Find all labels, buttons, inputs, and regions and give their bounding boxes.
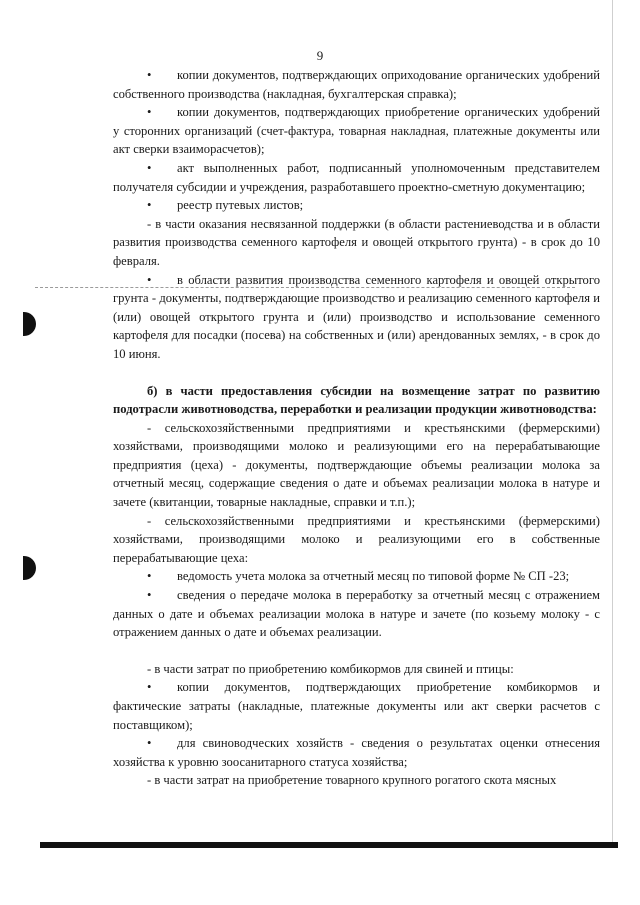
page-number: 9 bbox=[316, 48, 324, 63]
section-heading: б) в части предоставления субсидии на возмещение затрат по развитию подотрасли животноводства, переработки и реализации продукции животноводства: bbox=[113, 383, 600, 417]
bullet-icon: • bbox=[147, 736, 152, 751]
dash-paragraph: - сельскохозяйственными предприятиями и крестьянскими (фермерскими) хозяйствами, производящими молоко и реализующими его на перерабатывающие предприятия (цеха) - документы, подтверждающие объемы реализации молока за отчетный месяц, содержащие сведения о дате и объемах реализации молока в натуре и зачете (квитанции, товарные накладные, справки и т.п.); bbox=[113, 420, 600, 510]
bullet-icon: • bbox=[147, 272, 152, 287]
dash-paragraph: - в части затрат по приобретению комбикормов для свиней и птицы: bbox=[147, 661, 514, 676]
bullet-paragraph: • реестр путевых листов; bbox=[113, 196, 600, 215]
dash-paragraph: - в части оказания несвязанной поддержки (в области растениеводства и в области развития производства семенного картофеля и овощей открытого грунта) - в срок до 10 февраля. bbox=[113, 216, 600, 268]
bullet-paragraph: • копии документов, подтверждающих приобретение комбикормов и фактические затраты (накладные, платежные документы или акт сверки расчетов с поставщиком); bbox=[113, 680, 600, 732]
bullet-icon: • bbox=[147, 105, 152, 120]
bullet-paragraph: • ведомость учета молока за отчетный месяц по типовой форме № СП -23; bbox=[113, 567, 600, 586]
bullet-paragraph: • копии документов, подтверждающих оприходование органических удобрений собственного производства (накладная, бухгалтерская справка); bbox=[113, 68, 600, 101]
document-body bbox=[113, 66, 600, 790]
bullet-icon: • bbox=[147, 680, 152, 695]
bullet-paragraph: • копии документов, подтверждающих приобретение органических удобрений у сторонних организаций (счет-фактура, товарная накладная, платежные документы или акт сверки взаиморасчетов); bbox=[113, 105, 600, 157]
dash-paragraph: - сельскохозяйственными предприятиями и крестьянскими (фермерскими) хозяйствами, производящими молоко и реализующими его в собственные перерабатывающие цеха: bbox=[113, 513, 600, 565]
bullet-paragraph: • в области развития производства семенного картофеля и овощей открытого грунта - документы, подтверждающие производство и реализацию семенного картофеля и (или) овощей открытого грунта и (или) производство и использование семенного картофеля для посадки (посева) на собственных и (или) арендованных землях, - в срок до 10 июня. bbox=[113, 272, 600, 361]
scan-edge-line bbox=[612, 0, 613, 842]
bullet-paragraph: • акт выполненных работ, подписанный уполномоченным представителем получателя субсидии и учреждения, разработавшего проектно-сметную документацию; bbox=[113, 160, 600, 194]
bullet-icon: • bbox=[147, 68, 152, 82]
page-bottom-rule bbox=[40, 842, 618, 848]
bullet-paragraph: • сведения о передаче молока в переработку за отчетный месяц с отражением данных о дате и объемах реализации молока в натуре и зачете (по козьему молоку - с отражением данных о дате и объемах реализации. bbox=[113, 588, 600, 640]
bullet-icon: • bbox=[147, 569, 152, 584]
bullet-icon: • bbox=[147, 198, 152, 213]
punch-hole-mark bbox=[23, 556, 36, 580]
bullet-icon: • bbox=[147, 588, 152, 603]
dash-paragraph: - в части затрат на приобретение товарного крупного рогатого скота мясных bbox=[147, 773, 557, 788]
bullet-paragraph: • для свиноводческих хозяйств - сведения о результатах оценки отнесения хозяйства к уровню зоосанитарного статуса хозяйства; bbox=[113, 736, 600, 769]
punch-hole-mark bbox=[23, 312, 36, 336]
bullet-icon: • bbox=[147, 160, 152, 175]
